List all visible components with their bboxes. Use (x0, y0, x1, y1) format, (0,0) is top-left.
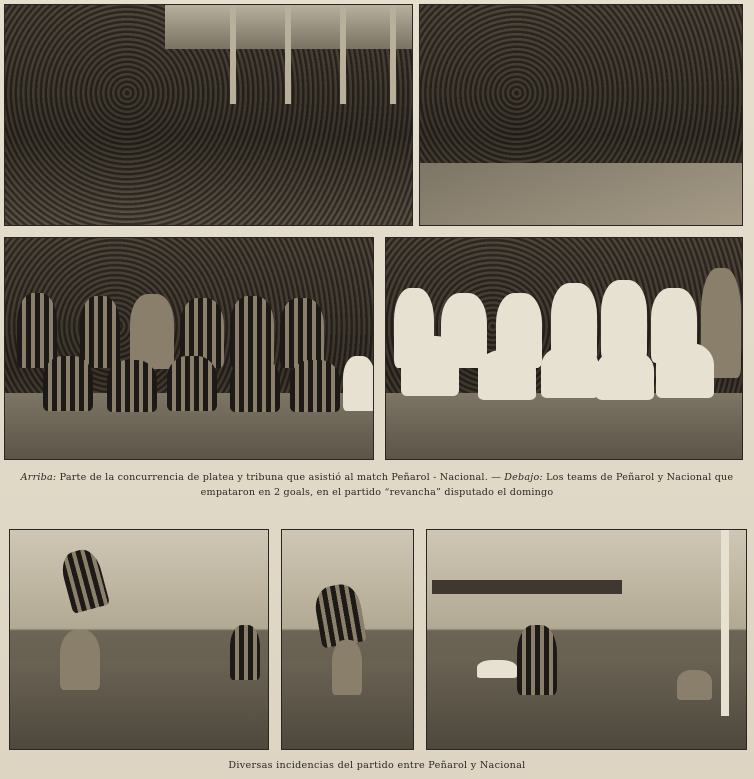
caption-bottom-label: Debajo: (504, 472, 543, 483)
player-jumping (312, 582, 367, 649)
grandstand-pillar (230, 5, 236, 104)
player-kneeling (596, 350, 654, 400)
player-standing (17, 293, 57, 368)
match-action-photo-3 (426, 529, 747, 750)
player-kneeling (107, 360, 157, 412)
match-action-photo-1 (9, 529, 269, 750)
player-kneeling (401, 336, 459, 396)
player-kneeling (343, 356, 374, 411)
crowd-tribuna-photo (419, 4, 743, 226)
goalkeeper (677, 670, 712, 700)
nacional-team-photo (385, 237, 743, 460)
player-jumping (58, 546, 110, 614)
caption-top-label: Arriba: (20, 472, 57, 483)
player-kneeling (656, 343, 714, 398)
caption-top-text: Parte de la concurrencia de platea y tribuna que asistió al match Peñarol - Nacional. — (59, 472, 501, 483)
photo-caption (20, 470, 734, 500)
player-kneeling (541, 346, 599, 398)
grandstand-pillar (285, 5, 291, 104)
crowd-platea-photo (4, 4, 413, 226)
player-kneeling (478, 350, 536, 400)
grandstand-pillar (340, 5, 346, 104)
player-kneeling (290, 360, 340, 412)
player-standing (280, 298, 324, 368)
grandstand-roof (432, 580, 622, 594)
goal-post (721, 530, 729, 716)
player-running (332, 640, 362, 695)
player-kneeling (230, 358, 280, 412)
player-standing (601, 280, 647, 360)
player-running (60, 630, 100, 690)
pitch-ground (386, 393, 742, 459)
player-kneeling (167, 356, 217, 411)
caption-bottom-text: Los teams de Peñarol y Nacional que empataron en 2 goals, en el partido “revancha” disputado el domingo (200, 472, 734, 498)
player-standing (80, 296, 120, 368)
player-running (230, 625, 260, 680)
player-running (517, 625, 557, 695)
grandstand-pillar (390, 5, 396, 104)
track-area (420, 163, 742, 225)
penarol-team-photo (4, 237, 374, 460)
player-kneeling (43, 356, 93, 411)
player-running (477, 660, 517, 678)
footer-caption: Diversas incidencias del partido entre Peñarol y Nacional (228, 760, 526, 771)
match-action-photo-2 (281, 529, 414, 750)
player-standing (130, 294, 174, 369)
